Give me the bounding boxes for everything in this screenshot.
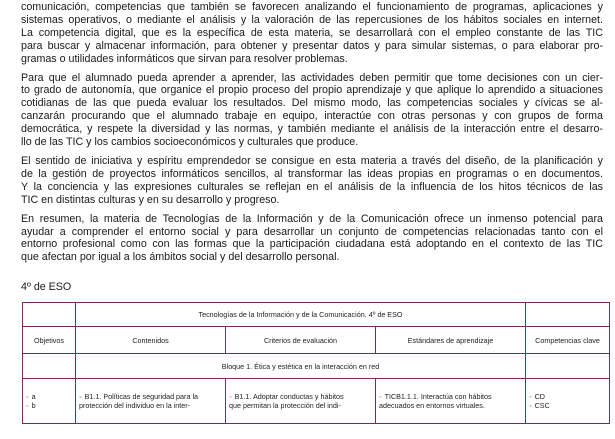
table-empty-cell	[23, 354, 76, 379]
text-line: TIC en distintas culturas y en su desarrollo y progreso.	[21, 193, 280, 206]
cell-objetivos	[23, 379, 76, 424]
cell-competencias	[526, 379, 610, 424]
text-line: En resumen, la materia de Tecnologías de la Información y de la Comunicación ofrece un inmenso potencial para	[21, 212, 603, 225]
text-line: ayudar a comprender el entorno social y para desarrollar un conjunto de competencias relacionadas tanto con el	[21, 225, 603, 238]
list-item: ◦ b	[26, 401, 36, 410]
cell-text-line: adecuados en entornos virtuales.	[379, 401, 485, 410]
list-item: ◦ B1.1. Adoptar conductas y hábitos	[229, 392, 344, 401]
paragraph-4	[21, 213, 603, 265]
header-contenidos: Contenidos	[76, 327, 226, 354]
cell-text-line: que permitan la protección del indi-	[229, 401, 341, 410]
text-line: que afectan por igual a los ámbitos social y del desarrollo personal.	[21, 251, 340, 264]
paragraph-3	[21, 155, 603, 207]
text-line: gramas o utilidades informáticos que sirvan para resolver problemas.	[21, 52, 348, 65]
text-line: llo de las TIC y los cambios socioeconómicos y culturales que produce.	[21, 136, 359, 149]
bullet-icon: ◦	[229, 392, 232, 401]
header-estandares: Estándares de aprendizaje	[376, 327, 526, 354]
text-line: to grado de autonomía, que organice el propio proceso del propio aprendizaje y que aplique lo aprendido a situaciones	[21, 84, 603, 97]
table-empty-cell	[526, 303, 610, 327]
text-line: canzarán procurando que el alumnado trabaje en equipo, interactúe con otras personas y con grupos de forma	[21, 110, 603, 123]
text-line: de la gestión de proyectos informáticos sencillos, al transformar las ideas propias en programas o en documentos.	[21, 167, 603, 180]
section-heading: 4º de ESO	[21, 281, 72, 293]
bullet-icon: ◦	[26, 401, 29, 410]
cell-criterios	[226, 379, 376, 424]
header-criterios: Criterios de evaluación	[226, 327, 376, 354]
bullet-icon: ◦	[79, 392, 82, 401]
text-line: para buscar y almacenar información, para obtener y presentar datos y para simular sistemas, o para elaborar pro-	[21, 39, 603, 52]
table-empty-cell	[526, 354, 610, 379]
table-row	[23, 379, 610, 424]
list-item: ◦ a	[26, 392, 36, 401]
block-label: Bloque 1. Ética y estética en la interacción en red	[76, 354, 526, 379]
bullet-icon: ◦	[529, 401, 532, 410]
cell-estandares	[376, 379, 526, 424]
bullet-icon: ◦	[529, 392, 532, 401]
table-empty-cell	[23, 303, 76, 327]
text-line: El sentido de iniciativa y espíritu emprendedor se consigue en esta materia a través del diseño, de la planificación y	[21, 154, 603, 167]
curriculum-table	[22, 302, 610, 424]
list-item: ◦ B1.1. Políticas de seguridad para la	[79, 392, 199, 401]
cell-text-line: protección del individuo en la inter-	[79, 401, 191, 410]
paragraph-1	[21, 1, 603, 66]
text-line: comunicación, competencias que también se favorecen analizando el funcionamiento de programas, aplicaciones y	[21, 1, 603, 13]
text-line: cotidianas de las que pueda evaluar los resultados. Del mismo modo, las competencias sociales y cívicas se al-	[21, 97, 603, 110]
cell-contenidos	[76, 379, 226, 424]
body-text	[21, 1, 603, 270]
table-title: Tecnologías de la Información y de la Comunicación. 4º de ESO	[76, 303, 526, 327]
paragraph-2	[21, 72, 603, 149]
text-line: Para que el alumnado pueda aprender a aprender, las actividades deben permitir que tome decisiones con un cier-	[21, 71, 603, 84]
list-item: ◦ CSC	[529, 401, 550, 410]
text-line: sistemas operativos, o mediante el análisis y la valoración de las repercusiones de los hábitos sociales en internet.	[21, 13, 603, 26]
bullet-icon: ◦	[26, 392, 29, 401]
list-item: ◦ CD	[529, 392, 545, 401]
text-line: entorno profesional como con las formas que la participación ciudadana está adoptando en el contexto de las TIC	[21, 238, 603, 251]
bullet-icon: ◦	[379, 392, 382, 401]
list-item: ◦ TICB1.1.1. Interactúa con hábitos	[379, 392, 492, 401]
text-line: democrática, y respete la diversidad y las normas, y también mediante el análisis de la interacción entre el desarro-	[21, 123, 603, 136]
header-objetivos: Objetivos	[23, 327, 76, 354]
text-line: La competencia digital, que es la específica de esta materia, se desarrollará con el empleo constante de las TIC	[21, 26, 603, 39]
text-line: Y la conciencia y las expresiones culturales se reflejan en el análisis de la influencia de los hitos técnicos de las	[21, 180, 603, 193]
header-competencias: Competencias clave	[526, 327, 610, 354]
